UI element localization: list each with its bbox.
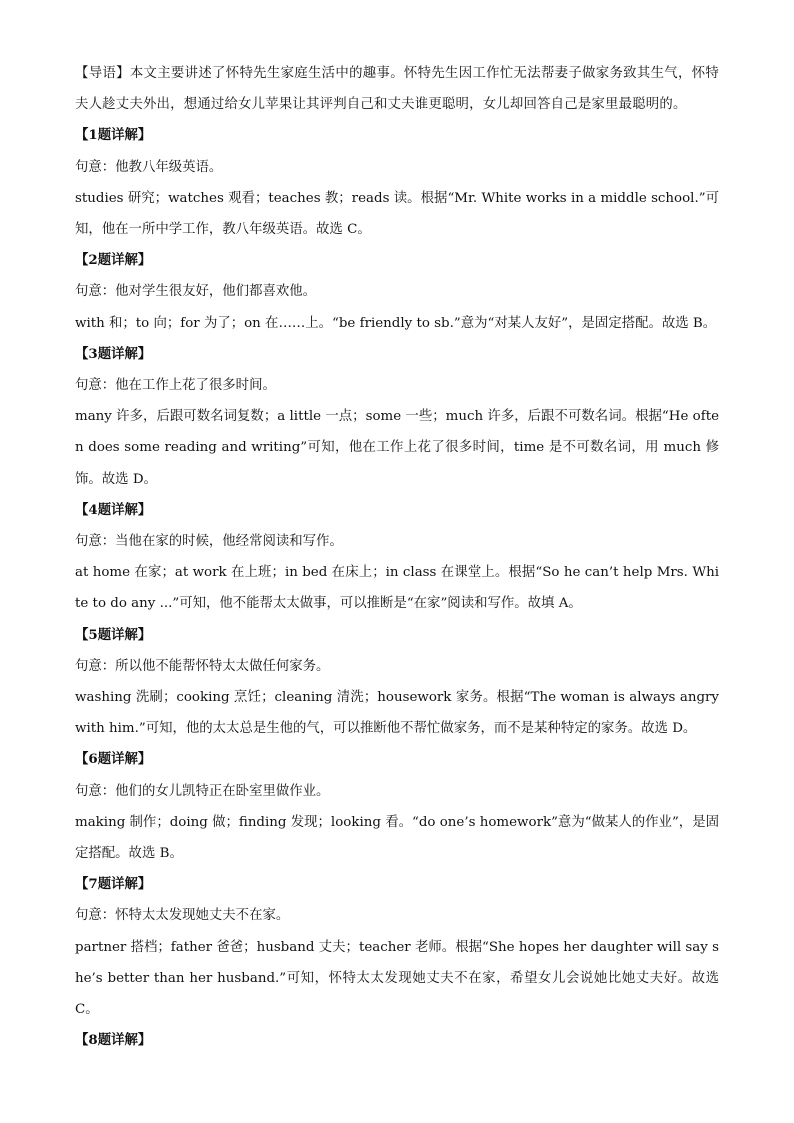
explanation: with 和；to 向；for 为了；on 在……上。“be friendly to sb.”意为“对某人友好”，是固定搭配。故选 B。 xyxy=(75,315,717,331)
explanation: many 许多，后跟可数名词复数；a little 一点；some 一些；much 许多，后跟不可数名词。根据“He often does some reading and writing”可知，他在工作上花了很多时间，time 是不可数名词，用 much 修饰。故选 D。 xyxy=(75,409,719,487)
section-4 xyxy=(75,495,719,620)
section-heading-8: 【8题详解】 xyxy=(75,1032,152,1049)
section-3 xyxy=(75,339,719,495)
explanation: making 制作；doing 做；finding 发现；looking 看。“do one’s homework”意为“做某人的作业”，是固定搭配。故选 B。 xyxy=(75,814,719,862)
sentence-meaning: 句意：当他在家的时候，他经常阅读和写作。 xyxy=(75,534,343,550)
intro-paragraph: 【导语】本文主要讲述了怀特先生家庭生活中的趣事。怀特先生因工作忙无法帮妻子做家务致其生气，怀特夫人趁丈夫外出，想通过给女儿苹果让其评判自己和丈夫谁更聪明，女儿却回答自己是家里最聪明的。 xyxy=(75,66,719,113)
section-heading: 【5题详解】 xyxy=(75,626,152,643)
section-heading: 【6题详解】 xyxy=(75,751,152,768)
section-1 xyxy=(75,120,719,245)
sentence-meaning: 句意：他教八年级英语。 xyxy=(75,159,223,175)
section-heading: 【7题详解】 xyxy=(75,876,152,893)
explanation: studies 研究；watches 观看；teaches 教；reads 读。根据“Mr. White works in a middle school.”可知，他在一所中学工作，教八年级英语。故选 C。 xyxy=(75,190,719,238)
section-heading: 【4题详解】 xyxy=(75,501,152,518)
section-5 xyxy=(75,620,719,745)
section-heading: 【1题详解】 xyxy=(75,127,152,144)
sentence-meaning: 句意：他们的女儿凯特正在卧室里做作业。 xyxy=(75,783,330,799)
section-heading: 【2题详解】 xyxy=(75,252,152,269)
section-heading: 【3题详解】 xyxy=(75,345,152,362)
sentence-meaning: 句意：他在工作上花了很多时间。 xyxy=(75,378,276,394)
section-2 xyxy=(75,245,719,339)
explanation: partner 搭档；father 爸爸；husband 丈夫；teacher 老师。根据“She hopes her daughter will say she’s better than her husband.”可知，怀特太太发现她丈夫不在家，希望女儿会说她比她丈夫好。故选 C。 xyxy=(75,939,719,1018)
document-page xyxy=(75,58,719,1057)
sentence-meaning: 句意：他对学生很友好，他们都喜欢他。 xyxy=(75,284,317,300)
explanation: washing 洗刷；cooking 烹饪；cleaning 清洗；housework 家务。根据“The woman is always angry with him.”可知，他的太太总是生他的气，可以推断他不帮忙做家务，而不是某种特定的家务。故选 D。 xyxy=(75,690,719,737)
section-6 xyxy=(75,744,719,869)
section-7 xyxy=(75,869,719,1025)
sentence-meaning: 句意：所以他不能帮怀特太太做任何家务。 xyxy=(75,658,330,674)
explanation: at home 在家；at work 在上班；in bed 在床上；in class 在课堂上。根据“So he can’t help Mrs. White to do any ...”可知，他不能帮太太做事，可以推断是“在家”阅读和写作。故填 A。 xyxy=(75,565,719,612)
sentence-meaning: 句意：怀特太太发现她丈夫不在家。 xyxy=(75,908,290,924)
